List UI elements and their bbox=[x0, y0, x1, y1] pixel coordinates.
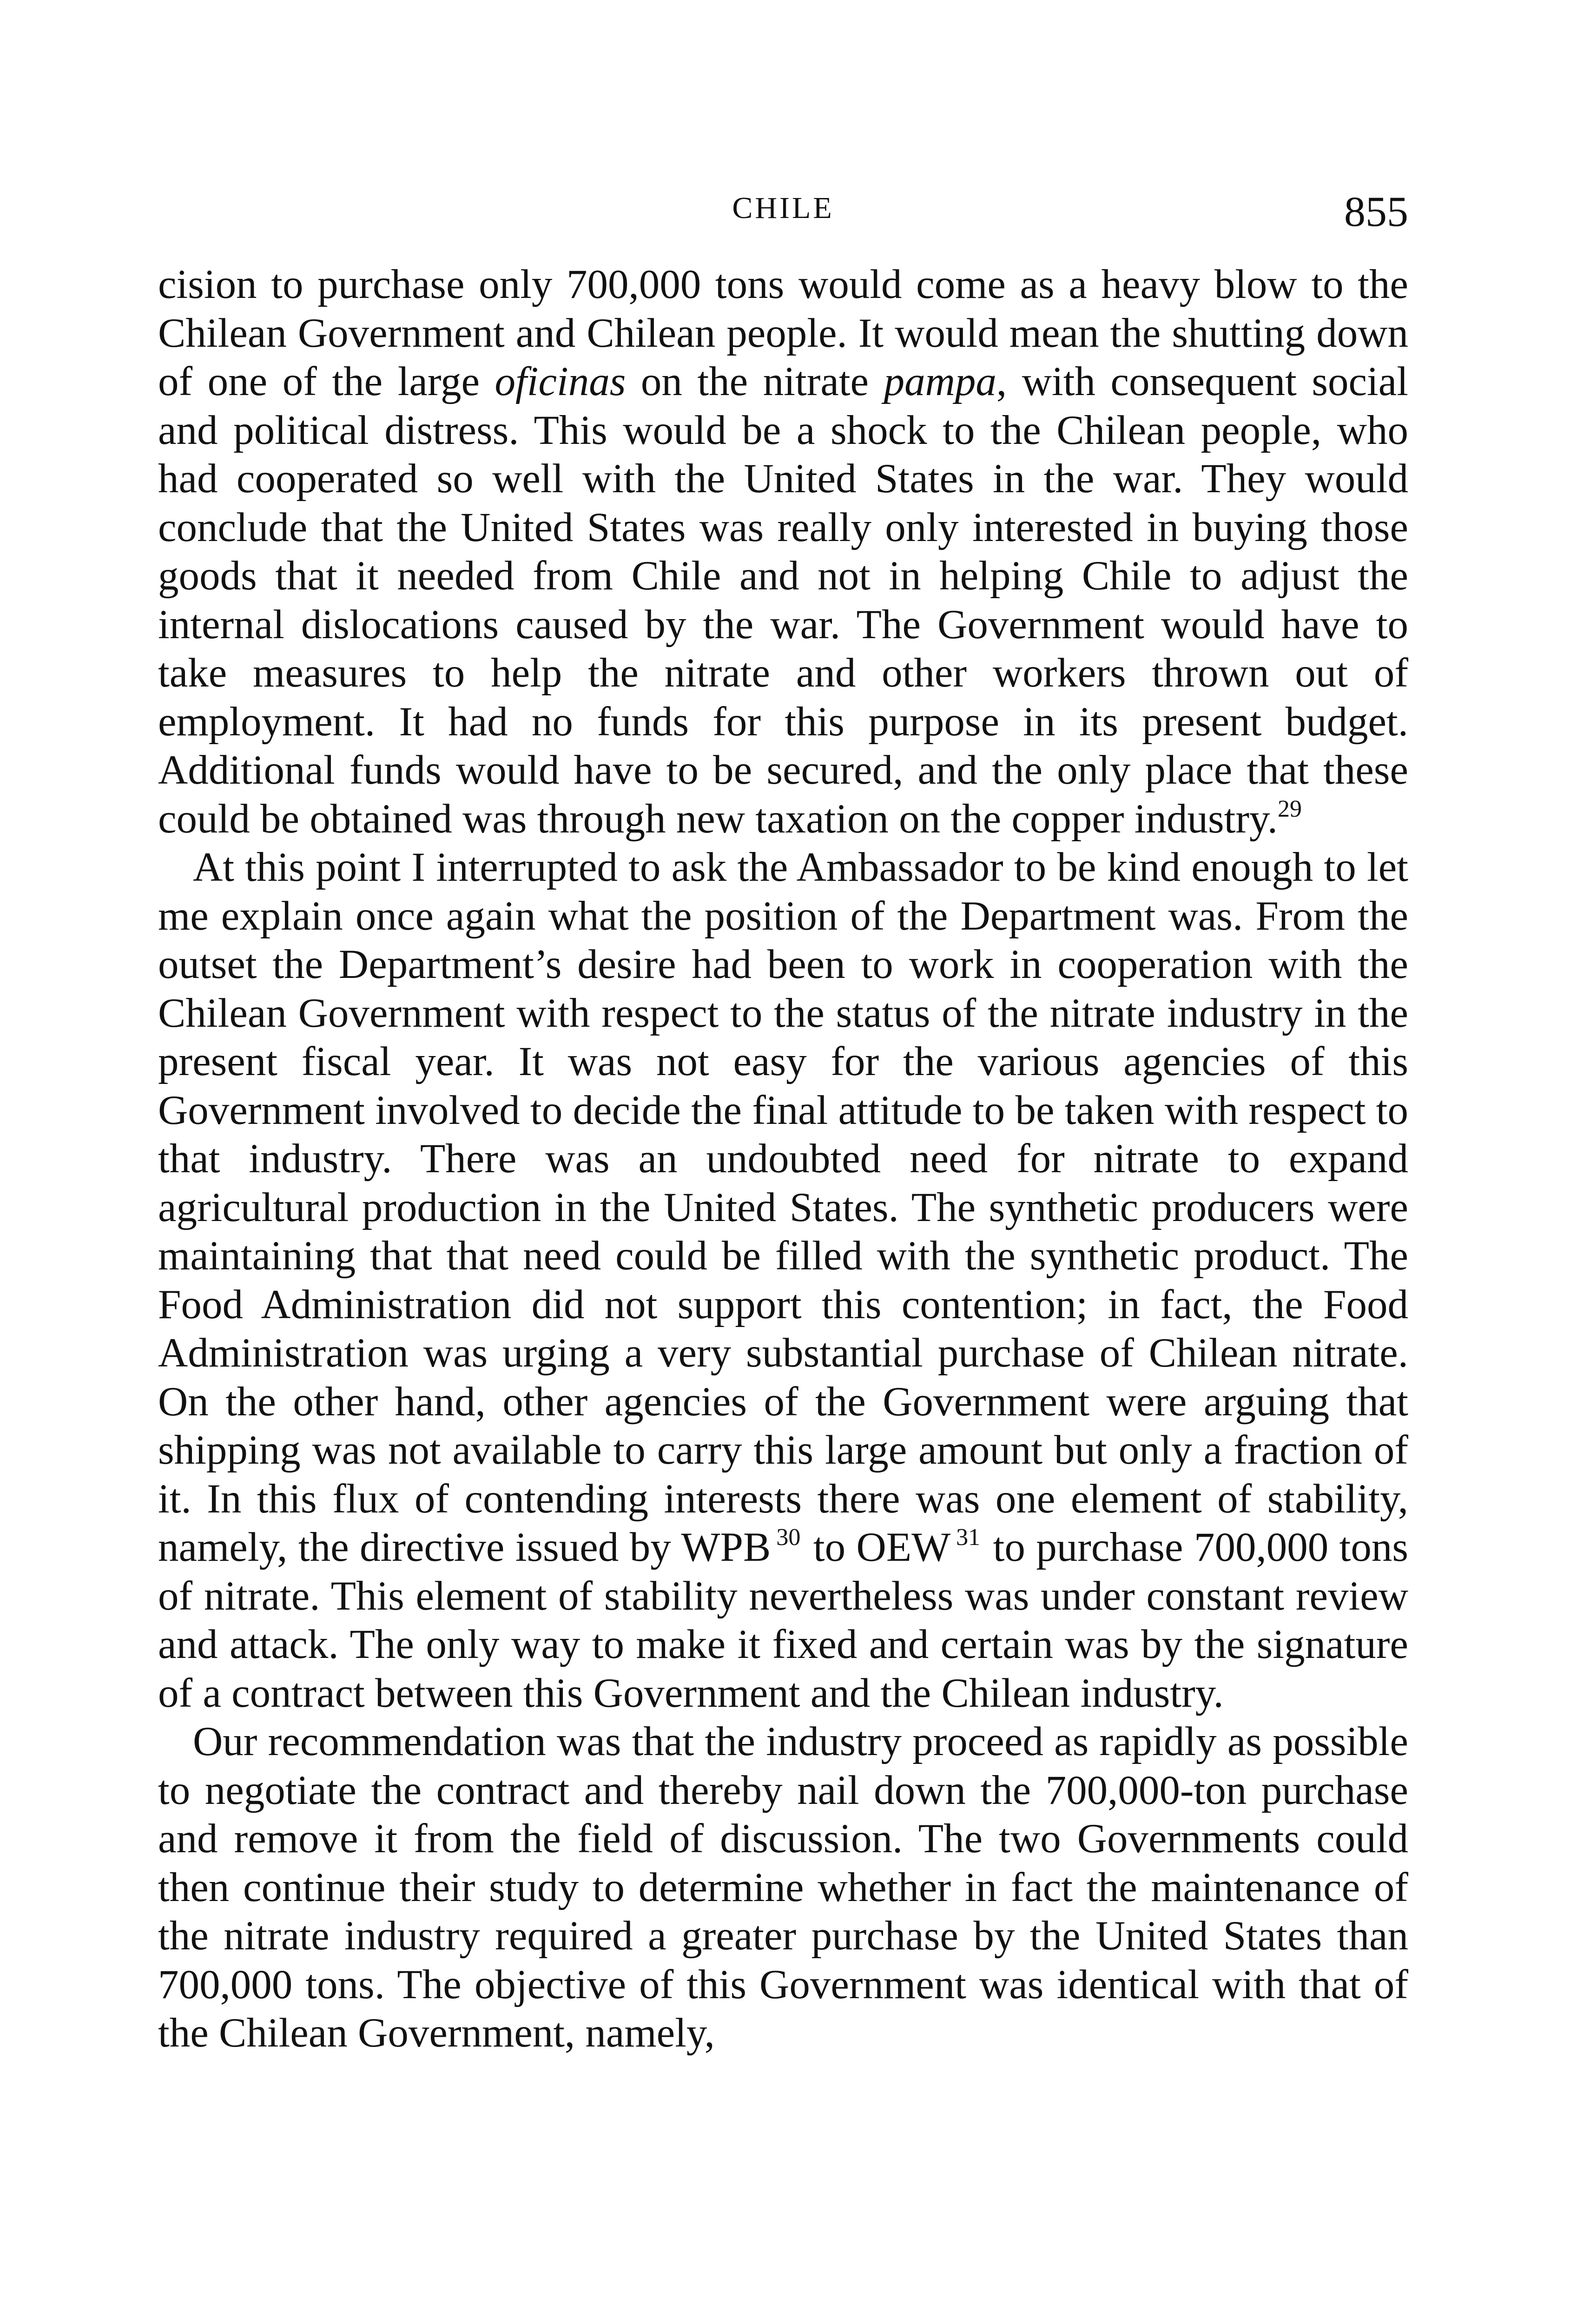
paragraph-text: At this point I interrupted to ask the Ambassador to be kind enough to let me explain once again what the position of the Department was. From the outset the Department’s desire had been to work in cooperation with the Chilean Government with respect to the status of the nitrate industry in the present fiscal year. It was not easy for the various agencies of this Government involved to decide the final attitude to be taken with respect to that industry. There was an undoubted need for nitrate to expand agricultural production in the United States. The synthetic producers were maintaining that that need could be filled with the synthetic product. The Food Administration did not support this contention; in fact, the Food Administration was urging a very substantial purchase of Chilean nitrate. On the other hand, other agencies of the Government were arguing that shipping was not available to carry this large amount but only a fraction of it. In this flux of contending interests there was one element of stability, namely, the directive issued by WPB bbox=[158, 845, 1408, 1570]
paragraph-text: on the nitrate bbox=[626, 359, 884, 404]
paragraph-recommendation: Our recommendation was that the industry proceed as rapidly as possible to negotiate the contract and thereby nail down the 700,000-ton purchase and remove it from the field of discussion. The two Governments could then continue their study to determine whether in fact the maintenance of the nitrate industry required a greater purchase by the United States than 700,000 tons. The objective of this Government was identical with that of the Chilean Government, namely, bbox=[158, 1719, 1408, 2056]
footnote-ref-31: 31 bbox=[956, 1524, 981, 1551]
italic-term-pampa: pampa bbox=[884, 359, 996, 404]
footnote-ref-29: 29 bbox=[1278, 795, 1302, 822]
italic-term-oficinas: oficinas bbox=[495, 359, 626, 404]
running-title: CHILE bbox=[732, 191, 834, 225]
paragraph-text: to OEW bbox=[813, 1525, 951, 1570]
paragraph-text: cision to purchase only 700,000 tons would come as a heavy blow to the Chilean Government and Chilean people. It would mean the shutting down of one of the large bbox=[158, 262, 1408, 404]
paragraph-text: to purchase 700,000 tons of nitrate. This element of stability nevertheless was under constant review and attack. The only way to make it fixed and certain was by the signature of a contract between this Government and the Chilean industry. bbox=[158, 1525, 1409, 1716]
paragraph-text: , with consequent social and political distress. This would be a shock to the Chilean people, who had cooperated so well with the United States in the war. They would conclude that the United States was really only interested in buying those goods that it needed from Chile and not in helping Chile to adjust the internal dislocations caused by the war. The Government would have to take measures to help the nitrate and other workers thrown out of employment. It had no funds for this purpose in its present budget. Additional funds would have to be secured, and the only place that these could be obtained was through new taxation on the copper industry. bbox=[158, 359, 1408, 842]
paragraph-ambassador bbox=[158, 843, 1408, 1717]
paragraph-continued bbox=[158, 260, 1408, 843]
footnote-ref-30: 30 bbox=[776, 1524, 801, 1551]
page-number: 855 bbox=[1344, 188, 1408, 235]
running-header bbox=[158, 187, 1408, 233]
body-text bbox=[158, 260, 1408, 2058]
